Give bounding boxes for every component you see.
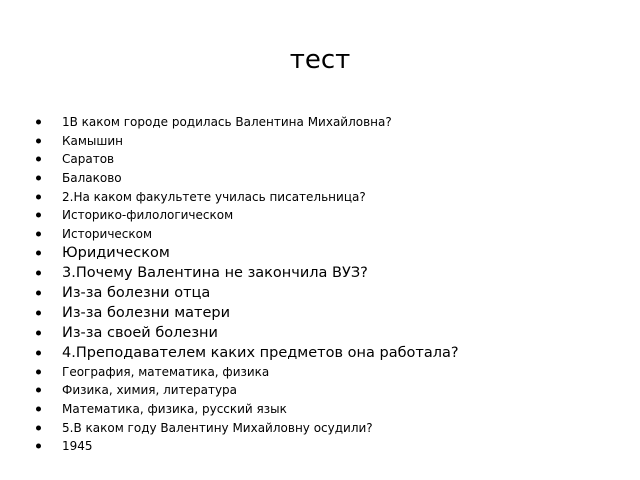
list-item-text: 1945	[62, 439, 93, 454]
list-item	[36, 263, 616, 283]
list-item-text: Из-за своей болезни	[62, 324, 218, 341]
list-item-text: Математика, физика, русский язык	[62, 401, 287, 416]
list-item	[36, 187, 616, 206]
bullet-icon	[36, 406, 41, 411]
list-item-text: Камышин	[62, 133, 124, 148]
bullet-icon	[36, 270, 41, 275]
list-item	[36, 418, 616, 437]
list-item-text: Историко-филологическом	[62, 208, 234, 223]
list-item-text: Балаково	[62, 171, 122, 186]
list-item	[36, 323, 616, 343]
bullet-icon	[36, 330, 41, 335]
list-item	[36, 169, 616, 188]
bullet-icon	[36, 251, 41, 256]
list-item	[36, 343, 616, 363]
bullet-icon	[36, 213, 41, 218]
slide-title: тест	[289, 45, 351, 75]
list-item	[36, 303, 616, 323]
list-item	[36, 437, 616, 456]
list-item-text: Саратов	[62, 152, 115, 167]
list-item-text: Историческом	[62, 226, 153, 241]
list-item-text: 1В каком городе родилась Валентина Михайловна?	[62, 115, 392, 130]
bullet-icon	[36, 120, 41, 125]
bullet-icon	[36, 388, 41, 393]
list-item	[36, 283, 616, 303]
list-item-text: 3.Почему Валентина не закончила ВУЗ?	[62, 264, 368, 281]
bullet-icon	[36, 350, 41, 355]
bullet-icon	[36, 138, 41, 143]
list-item	[36, 243, 616, 263]
bullet-icon	[36, 310, 41, 315]
list-item	[36, 363, 616, 382]
list-item	[36, 113, 616, 132]
list-item	[36, 400, 616, 419]
list-item	[36, 225, 616, 244]
bullet-icon	[36, 176, 41, 181]
list-item	[36, 206, 616, 225]
bullet-list	[36, 113, 616, 455]
list-item	[36, 381, 616, 400]
bullet-icon	[36, 369, 41, 374]
list-item-text: Из-за болезни матери	[62, 304, 231, 321]
list-item-text: 5.В каком году Валентину Михайловну осудили?	[62, 420, 373, 435]
bullet-icon	[36, 231, 41, 236]
bullet-icon	[36, 290, 41, 295]
list-item-text: 4.Преподавателем каких предметов она работала?	[62, 344, 459, 361]
list-item-text: География, математика, физика	[62, 364, 270, 379]
list-item	[36, 150, 616, 169]
bullet-icon	[36, 157, 41, 162]
list-item	[36, 132, 616, 151]
bullet-icon	[36, 425, 41, 430]
list-item-text: Из-за болезни отца	[62, 284, 211, 301]
list-item-text: Физика, химия, литература	[62, 383, 238, 398]
list-item-text: 2.На каком факультете училась писательница?	[62, 189, 366, 204]
bullet-icon	[36, 194, 41, 199]
list-item-text: Юридическом	[62, 245, 170, 262]
bullet-icon	[36, 444, 41, 449]
